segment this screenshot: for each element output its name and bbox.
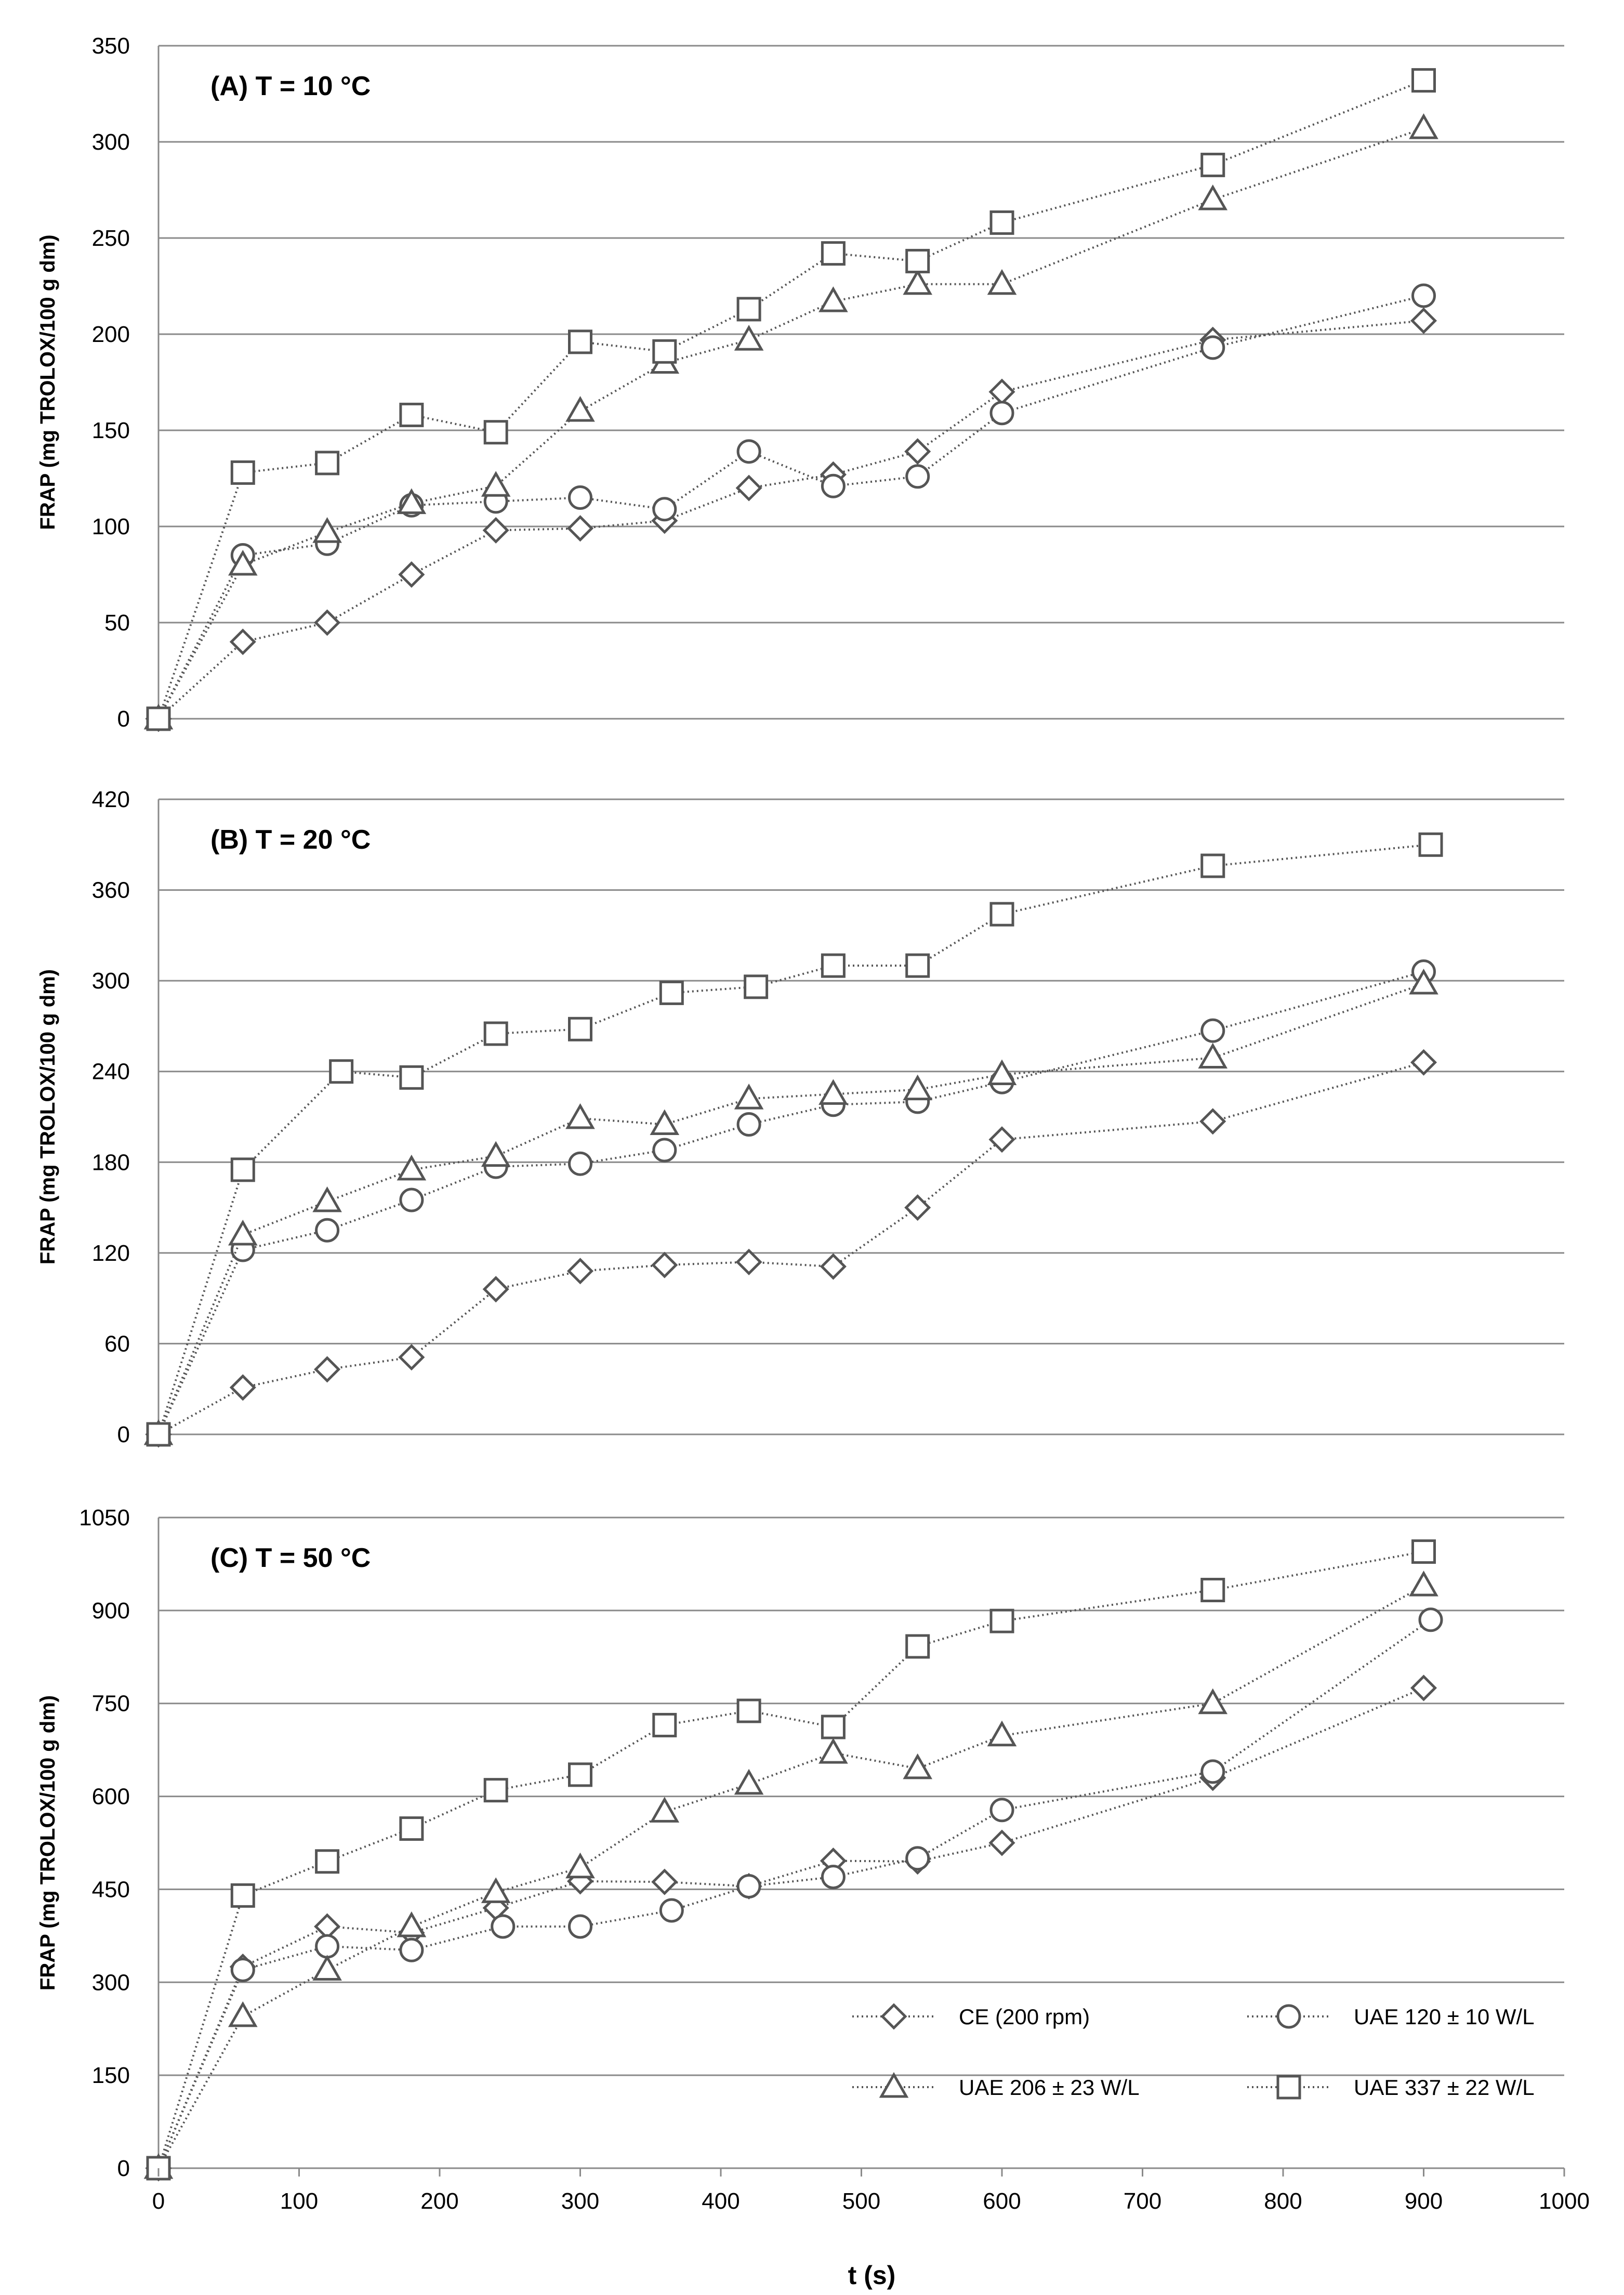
data-point-a-triangle	[989, 272, 1014, 294]
data-point-a-triangle	[1200, 187, 1225, 209]
x-axis-label: t (s)	[848, 2261, 896, 2290]
data-point-c-circle	[661, 1900, 682, 1921]
data-point-c-diamond	[1412, 1677, 1435, 1699]
data-point-c-triangle	[568, 1855, 593, 1877]
data-point-a-diamond	[231, 630, 254, 653]
data-point-b-diamond	[484, 1278, 507, 1301]
data-point-b-square	[661, 982, 682, 1004]
y-tick-label-c: 750	[91, 1691, 130, 1717]
data-point-b-triangle	[736, 1086, 761, 1108]
y-tick-label-b: 0	[117, 1422, 130, 1447]
data-point-a-diamond	[737, 477, 760, 499]
data-point-a-diamond	[569, 517, 592, 540]
y-tick-label-b: 300	[91, 968, 130, 994]
data-point-b-triangle	[568, 1106, 593, 1128]
y-tick-label-b: 120	[91, 1240, 130, 1266]
data-point-b-diamond	[653, 1254, 676, 1276]
data-point-c-circle	[232, 1959, 254, 1981]
series-line-b-square	[159, 845, 1431, 1434]
data-point-c-circle	[907, 1848, 929, 1869]
y-tick-label-a: 250	[91, 226, 130, 251]
legend-label-circle: UAE 120 ± 10 W/L	[1354, 2004, 1535, 2029]
data-point-c-square	[738, 1700, 760, 1722]
data-point-c-circle	[822, 1866, 844, 1888]
data-point-b-diamond	[569, 1260, 592, 1283]
data-point-c-circle	[738, 1875, 760, 1897]
data-point-a-circle	[907, 466, 929, 487]
data-point-b-diamond	[906, 1196, 929, 1219]
data-point-a-diamond	[1412, 309, 1435, 332]
data-point-a-triangle	[736, 327, 761, 349]
panel-c	[36, 1505, 1590, 2290]
data-point-c-square	[991, 1610, 1013, 1632]
data-point-b-diamond	[316, 1358, 339, 1381]
y-tick-label-c: 1050	[79, 1505, 130, 1531]
data-point-a-square	[738, 298, 760, 320]
legend-marker-triangle	[881, 2075, 906, 2096]
data-point-b-diamond	[1202, 1110, 1224, 1133]
data-point-a-triangle	[905, 272, 930, 294]
data-point-b-diamond	[822, 1255, 844, 1278]
y-tick-label-a: 100	[91, 514, 130, 539]
series-line-b-diamond	[159, 1062, 1424, 1434]
data-point-c-square	[1202, 1579, 1224, 1601]
data-point-c-diamond	[991, 1831, 1013, 1854]
data-point-b-triangle	[905, 1077, 930, 1099]
y-axis-label-c: FRAP (mg TROLOX/100 g dm)	[36, 1695, 59, 1991]
data-point-b-circle	[738, 1114, 760, 1136]
data-point-b-circle	[654, 1139, 676, 1161]
series-line-c-diamond	[159, 1688, 1424, 2168]
data-point-b-square	[822, 955, 844, 977]
data-point-b-triangle	[1200, 1046, 1225, 1067]
data-point-c-square	[1413, 1541, 1435, 1563]
panel-title-c: (C) T = 50 °C	[210, 1543, 371, 1573]
panel-a	[36, 33, 1564, 732]
data-point-c-triangle	[1411, 1573, 1436, 1595]
series-line-c-triangle	[159, 1586, 1424, 2168]
data-point-a-circle	[1202, 337, 1224, 359]
y-tick-label-a: 0	[117, 706, 130, 732]
series-line-a-circle	[159, 296, 1424, 719]
y-axis-label-b: FRAP (mg TROLOX/100 g dm)	[36, 969, 59, 1265]
data-point-a-square	[1202, 154, 1224, 176]
x-tick-label-c: 600	[983, 2188, 1021, 2214]
data-point-c-triangle	[1200, 1691, 1225, 1713]
data-point-a-diamond	[484, 519, 507, 542]
data-point-a-square	[401, 404, 422, 426]
data-point-c-triangle	[399, 1914, 424, 1936]
x-tick-label-c: 200	[420, 2188, 459, 2214]
data-point-b-diamond	[400, 1346, 423, 1369]
data-point-c-triangle	[230, 2004, 255, 2026]
x-tick-label-c: 400	[702, 2188, 740, 2214]
data-point-b-square	[485, 1023, 507, 1045]
y-axis-label-a: FRAP (mg TROLOX/100 g dm)	[36, 234, 59, 530]
legend-label-triangle: UAE 206 ± 23 W/L	[959, 2075, 1140, 2100]
x-tick-label-c: 700	[1123, 2188, 1162, 2214]
data-point-a-circle	[570, 487, 591, 509]
data-point-a-triangle	[315, 520, 340, 542]
data-point-b-triangle	[315, 1189, 340, 1211]
data-point-b-diamond	[231, 1376, 254, 1399]
data-point-a-square	[822, 243, 844, 265]
y-tick-label-c: 450	[91, 1877, 130, 1903]
y-tick-label-c: 300	[91, 1970, 130, 1996]
data-point-b-square	[745, 976, 767, 998]
y-tick-label-a: 50	[104, 610, 130, 636]
data-point-a-triangle	[821, 289, 846, 311]
x-tick-label-c: 1000	[1539, 2188, 1590, 2214]
series-line-b-circle	[159, 972, 1424, 1434]
data-point-c-triangle	[652, 1799, 677, 1821]
data-point-b-square	[570, 1018, 591, 1040]
data-point-b-triangle	[821, 1081, 846, 1103]
y-tick-label-a: 200	[91, 322, 130, 347]
y-tick-label-b: 420	[91, 787, 130, 812]
data-point-c-circle	[316, 1935, 338, 1957]
data-point-a-square	[316, 452, 338, 474]
panel-b	[36, 787, 1564, 1447]
data-point-b-square	[1202, 855, 1224, 877]
legend	[852, 2004, 1535, 2100]
data-point-b-circle	[570, 1153, 591, 1175]
data-point-b-square	[148, 1423, 169, 1445]
y-tick-label-a: 150	[91, 418, 130, 443]
data-point-c-triangle	[315, 1957, 340, 1979]
data-point-a-square	[654, 340, 676, 362]
legend-marker-circle	[1278, 2006, 1300, 2027]
legend-marker-square	[1278, 2076, 1300, 2098]
data-point-a-square	[570, 331, 591, 353]
y-tick-label-b: 240	[91, 1059, 130, 1085]
data-point-b-square	[232, 1159, 254, 1181]
x-tick-label-c: 0	[152, 2188, 165, 2214]
data-point-b-square	[331, 1061, 352, 1083]
data-point-b-square	[907, 955, 929, 977]
data-point-c-square	[570, 1764, 591, 1786]
data-point-b-triangle	[230, 1222, 255, 1244]
data-point-b-square	[401, 1066, 422, 1088]
y-tick-label-b: 60	[104, 1331, 130, 1357]
data-point-c-triangle	[736, 1772, 761, 1793]
data-point-a-triangle	[483, 473, 508, 495]
data-point-a-triangle	[1411, 116, 1436, 138]
panel-title-a: (A) T = 10 °C	[210, 71, 371, 101]
series-line-a-diamond	[159, 321, 1424, 719]
data-point-c-triangle	[483, 1880, 508, 1902]
y-tick-label-c: 900	[91, 1598, 130, 1624]
x-tick-label-c: 300	[561, 2188, 600, 2214]
series-line-c-circle	[159, 1620, 1431, 2168]
legend-marker-diamond	[882, 2005, 905, 2028]
data-point-b-diamond	[737, 1250, 760, 1273]
x-tick-label-c: 800	[1264, 2188, 1302, 2214]
data-point-c-circle	[991, 1799, 1013, 1821]
data-point-c-square	[316, 1851, 338, 1872]
series-line-a-triangle	[159, 128, 1424, 719]
data-point-a-diamond	[906, 440, 929, 463]
data-point-c-square	[907, 1635, 929, 1657]
data-point-c-circle	[570, 1916, 591, 1937]
data-point-a-square	[148, 708, 169, 730]
data-point-a-circle	[654, 498, 676, 520]
y-tick-label-b: 360	[91, 877, 130, 903]
y-tick-label-a: 300	[91, 129, 130, 155]
data-point-c-square	[822, 1716, 844, 1738]
data-point-a-triangle	[568, 399, 593, 420]
data-point-a-circle	[1413, 285, 1435, 307]
legend-label-diamond: CE (200 rpm)	[959, 2004, 1090, 2029]
data-point-a-circle	[991, 402, 1013, 424]
y-tick-label-b: 180	[91, 1150, 130, 1176]
legend-label-square: UAE 337 ± 22 W/L	[1354, 2075, 1535, 2100]
data-point-a-square	[232, 461, 254, 483]
data-point-a-circle	[738, 441, 760, 463]
data-point-b-diamond	[1412, 1051, 1435, 1074]
series-line-b-triangle	[159, 984, 1424, 1434]
data-point-a-square	[991, 212, 1013, 233]
data-point-b-diamond	[991, 1128, 1013, 1151]
data-point-c-circle	[492, 1916, 514, 1937]
data-point-c-square	[654, 1714, 676, 1736]
data-point-b-triangle	[483, 1144, 508, 1166]
data-point-c-circle	[401, 1939, 422, 1961]
data-point-a-diamond	[400, 563, 423, 586]
data-point-b-circle	[316, 1219, 338, 1241]
data-point-a-square	[1413, 70, 1435, 91]
data-point-c-circle	[1420, 1609, 1442, 1631]
data-point-a-circle	[822, 475, 844, 497]
x-tick-label-c: 500	[842, 2188, 881, 2214]
data-point-a-square	[485, 421, 507, 443]
y-tick-label-a: 350	[91, 33, 130, 59]
data-point-c-triangle	[989, 1723, 1014, 1745]
data-point-c-square	[401, 1818, 422, 1840]
data-point-c-triangle	[905, 1756, 930, 1778]
y-tick-label-c: 600	[91, 1784, 130, 1810]
x-tick-label-c: 100	[280, 2188, 319, 2214]
data-point-c-triangle	[821, 1740, 846, 1762]
y-tick-label-c: 0	[117, 2156, 130, 2181]
data-point-c-square	[485, 1779, 507, 1801]
data-point-b-square	[1420, 834, 1442, 855]
y-tick-label-c: 150	[91, 2063, 130, 2089]
panel-title-b: (B) T = 20 °C	[210, 825, 371, 855]
data-point-b-circle	[401, 1189, 422, 1211]
data-point-b-square	[991, 903, 1013, 925]
data-point-a-square	[907, 250, 929, 272]
data-point-a-diamond	[991, 380, 1013, 403]
data-point-b-triangle	[399, 1157, 424, 1179]
data-point-a-diamond	[316, 611, 339, 634]
data-point-c-square	[232, 1884, 254, 1906]
x-tick-label-c: 900	[1404, 2188, 1443, 2214]
data-point-b-circle	[1202, 1020, 1224, 1041]
data-point-c-circle	[1202, 1761, 1224, 1783]
